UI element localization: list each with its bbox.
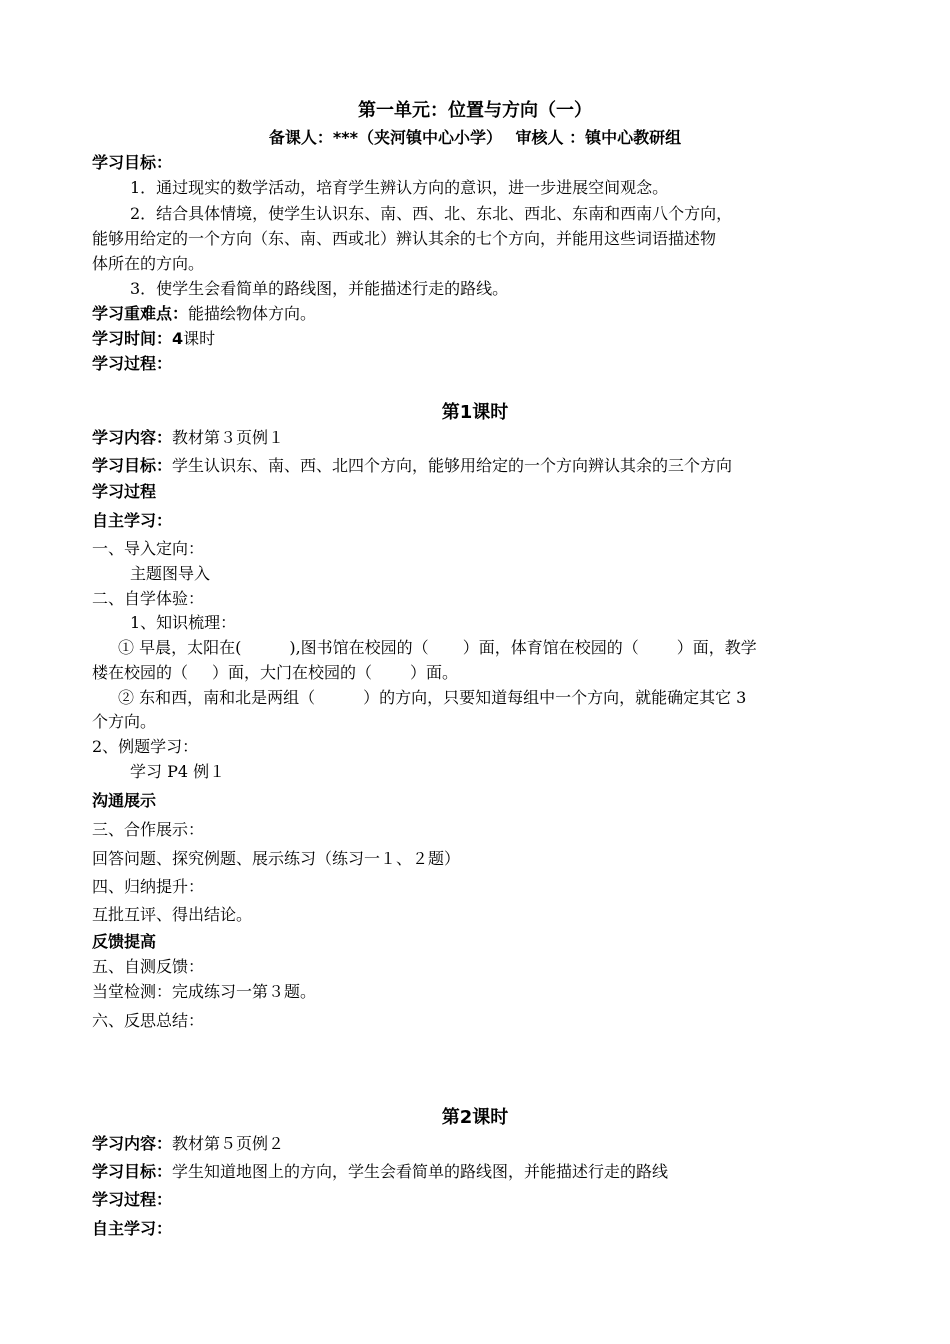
lesson1-question-2	[118, 687, 746, 709]
unit-time-label: 学习时间：	[92, 329, 173, 348]
unit-goal-1: 1．通过现实的数学活动，培育学生辨认方向的意识，进一步进展空间观念。	[130, 178, 669, 197]
lesson1-step-2: 二、自学体验：	[92, 589, 205, 608]
lesson1-step-4a: 互批互评、得出结论。	[92, 905, 253, 924]
lesson1-step-6: 六、反思总结：	[92, 1011, 205, 1030]
unit-goal-2c: 体所在的方向。	[92, 254, 205, 273]
lesson2-title: 第2课时	[441, 1107, 509, 1128]
q1-part1: ① 早晨，太阳在(	[118, 638, 242, 657]
lesson1-title: 第1课时	[441, 402, 509, 423]
unit-goal-2a: 2．结合具体情境，使学生认识东、南、西、北、东北、西北、东南和西南八个方向，	[130, 204, 733, 223]
unit-time-value: 4	[172, 329, 184, 348]
q1b-part1: 楼在校园的（	[92, 663, 189, 682]
lesson1-process-label: 学习过程	[92, 482, 157, 501]
lesson2-content	[92, 1133, 284, 1155]
lesson1-content-label: 学习内容：	[92, 428, 173, 447]
lesson2-goal-value: 学生知道地图上的方向，学生会看简单的路线图，并能描述行走的路线	[172, 1162, 669, 1181]
unit-goal-2b: 能够用给定的一个方向（东、南、西或北）辨认其余的七个方向，并能用这些词语描述物	[92, 229, 717, 248]
unit-time	[92, 328, 215, 350]
lesson1-step-1a: 主题图导入	[130, 564, 211, 583]
page-subtitle: 备课人：***（夹河镇中心小学） 审核人 ：镇中心教研组	[268, 128, 682, 147]
lesson2-content-value: 教材第５页例２	[172, 1134, 285, 1153]
unit-process-label: 学习过程：	[92, 354, 173, 373]
lesson1-content-value: 教材第３页例１	[172, 428, 285, 447]
q1-part4: ）面，教学	[676, 638, 757, 657]
unit-goal-3: 3．使学生会看简单的路线图，并能描述行走的路线。	[130, 279, 509, 298]
lesson1-step-1: 一、导入定向：	[92, 539, 205, 558]
unit-goals-label: 学习目标：	[92, 153, 173, 172]
lesson1-step-5a: 当堂检测：完成练习一第３题。	[92, 982, 317, 1001]
lesson2-process-label: 学习过程：	[92, 1190, 173, 1209]
lesson1-self-label: 自主学习：	[92, 511, 173, 530]
q1-part3: ）面，体育馆在校园的（	[462, 638, 639, 657]
q2-part2: ）的方向，只要知道每组中一个方向，就能确定其它 3	[363, 688, 747, 707]
lesson1-step-4: 四、归纳提升：	[92, 877, 205, 896]
lesson2-content-label: 学习内容：	[92, 1134, 173, 1153]
unit-key-points	[92, 303, 316, 325]
lesson1-content	[92, 427, 284, 449]
q1b-part2: ）面，大门在校园的（	[212, 663, 373, 682]
lesson1-feedback-label: 反馈提高	[92, 932, 157, 951]
lesson1-question-1	[118, 637, 757, 659]
q1b-part3: ）面。	[410, 663, 459, 682]
q2-part1: ② 东和西，南和北是两组（	[118, 688, 316, 707]
unit-key-label: 学习重难点：	[92, 304, 189, 323]
lesson1-goal-value: 学生认识东、南、西、北四个方向，能够用给定的一个方向辨认其余的三个方向	[172, 456, 733, 475]
lesson1-step-3a: 回答问题、探究例题、展示练习（练习一１、２题）	[92, 849, 461, 868]
lesson1-step-2b1: 学习 P4 例１	[130, 762, 226, 781]
lesson1-goal	[92, 455, 732, 477]
page-title: 第一单元：位置与方向（一）	[358, 100, 592, 121]
q1-part2: ),图书馆在校园的（	[289, 638, 429, 657]
lesson1-question-1b	[92, 662, 458, 684]
lesson2-self-label: 自主学习：	[92, 1219, 173, 1238]
lesson2-goal	[92, 1161, 668, 1183]
lesson1-show-label: 沟通展示	[92, 791, 157, 810]
lesson1-step-5: 五、自测反馈：	[92, 957, 205, 976]
lesson1-goal-label: 学习目标：	[92, 456, 173, 475]
lesson1-step-2a: 1、知识梳理：	[130, 613, 237, 632]
lesson1-step-3: 三、合作展示：	[92, 820, 205, 839]
lesson1-step-2b: 2、例题学习：	[92, 737, 199, 756]
lesson2-goal-label: 学习目标：	[92, 1162, 173, 1181]
unit-time-unit: 课时	[183, 329, 216, 348]
unit-key-value: 能描绘物体方向。	[188, 304, 317, 323]
lesson1-question-2b: 个方向。	[92, 712, 157, 731]
